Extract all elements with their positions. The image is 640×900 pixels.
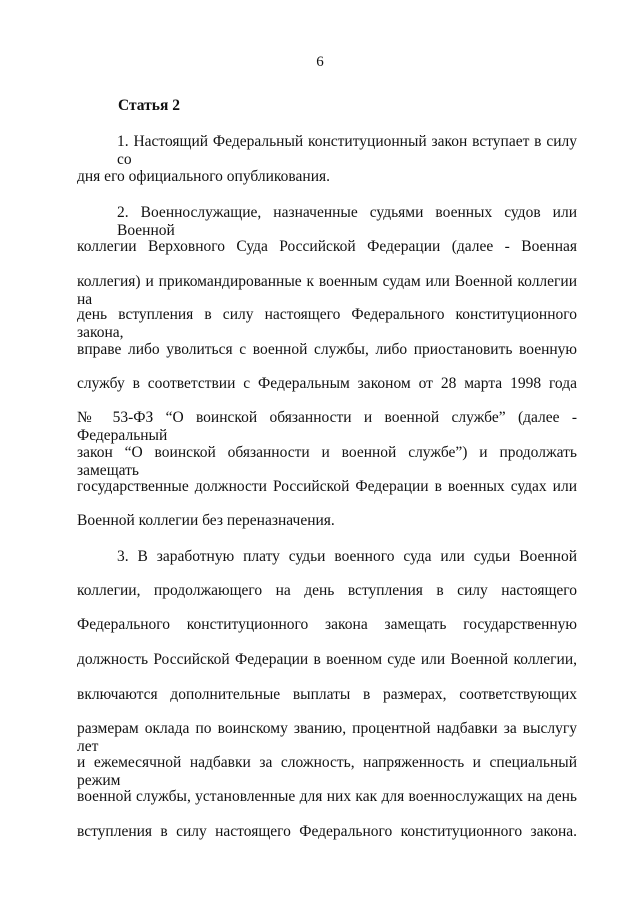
paragraph-3-line-8: военной службы, установленные для них как для военнослужащих на день [77,788,577,805]
paragraph-3-line-7: и ежемесячной надбавки за сложность, напряженность и специальный режим [77,754,577,789]
paragraph-3-line-4: должность Российской Федерации в военном суде или Военной коллегии, [77,651,577,668]
paragraph-3-line-6: размерам оклада по воинскому званию, процентной надбавки за выслугу лет [77,720,577,755]
paragraph-3-line-9: вступления в силу настоящего Федерального конституционного закона. [77,823,577,840]
page-number: 6 [316,54,324,70]
paragraph-3-line-2: коллегии, продолжающего на день вступления в силу настоящего [77,582,577,599]
paragraph-2-line-3: коллегия) и прикомандированные к военным судам или Военной коллегии на [77,273,577,308]
paragraph-1-line-2: дня его официального опубликования. [77,168,331,185]
paragraph-1-line-1: 1. Настоящий Федеральный конституционный закон вступает в силу со [117,133,577,168]
paragraph-2-line-10: Военной коллегии без переназначения. [77,512,335,529]
paragraph-2-line-2: коллегии Верховного Суда Российской Федерации (далее - Военная [77,238,577,255]
paragraph-2-line-9: государственные должности Российской Федерации в военных судах или [77,478,577,495]
paragraph-2-line-1: 2. Военнослужащие, назначенные судьями военных судов или Военной [117,204,577,239]
paragraph-3-line-5: включаются дополнительные выплаты в размерах, соответствующих [77,686,577,703]
paragraph-2-line-8: закон “О воинской обязанности и военной службе”) и продолжать замещать [77,444,577,479]
paragraph-3-line-3: Федерального конституционного закона замещать государственную [77,616,577,633]
paragraph-2-line-4: день вступления в силу настоящего Федерального конституционного закона, [77,306,577,341]
paragraph-2-line-6: службу в соответствии с Федеральным законом от 28 марта 1998 года [77,375,577,392]
paragraph-2-line-5: вправе либо уволиться с военной службы, либо приостановить военную [77,341,577,358]
paragraph-3-line-1: 3. В заработную плату судьи военного суда или судьи Военной [117,548,577,565]
article-title: Статья 2 [118,97,180,114]
paragraph-2-line-7: № 53-ФЗ “О воинской обязанности и военной службе” (далее - Федеральный [77,409,577,444]
